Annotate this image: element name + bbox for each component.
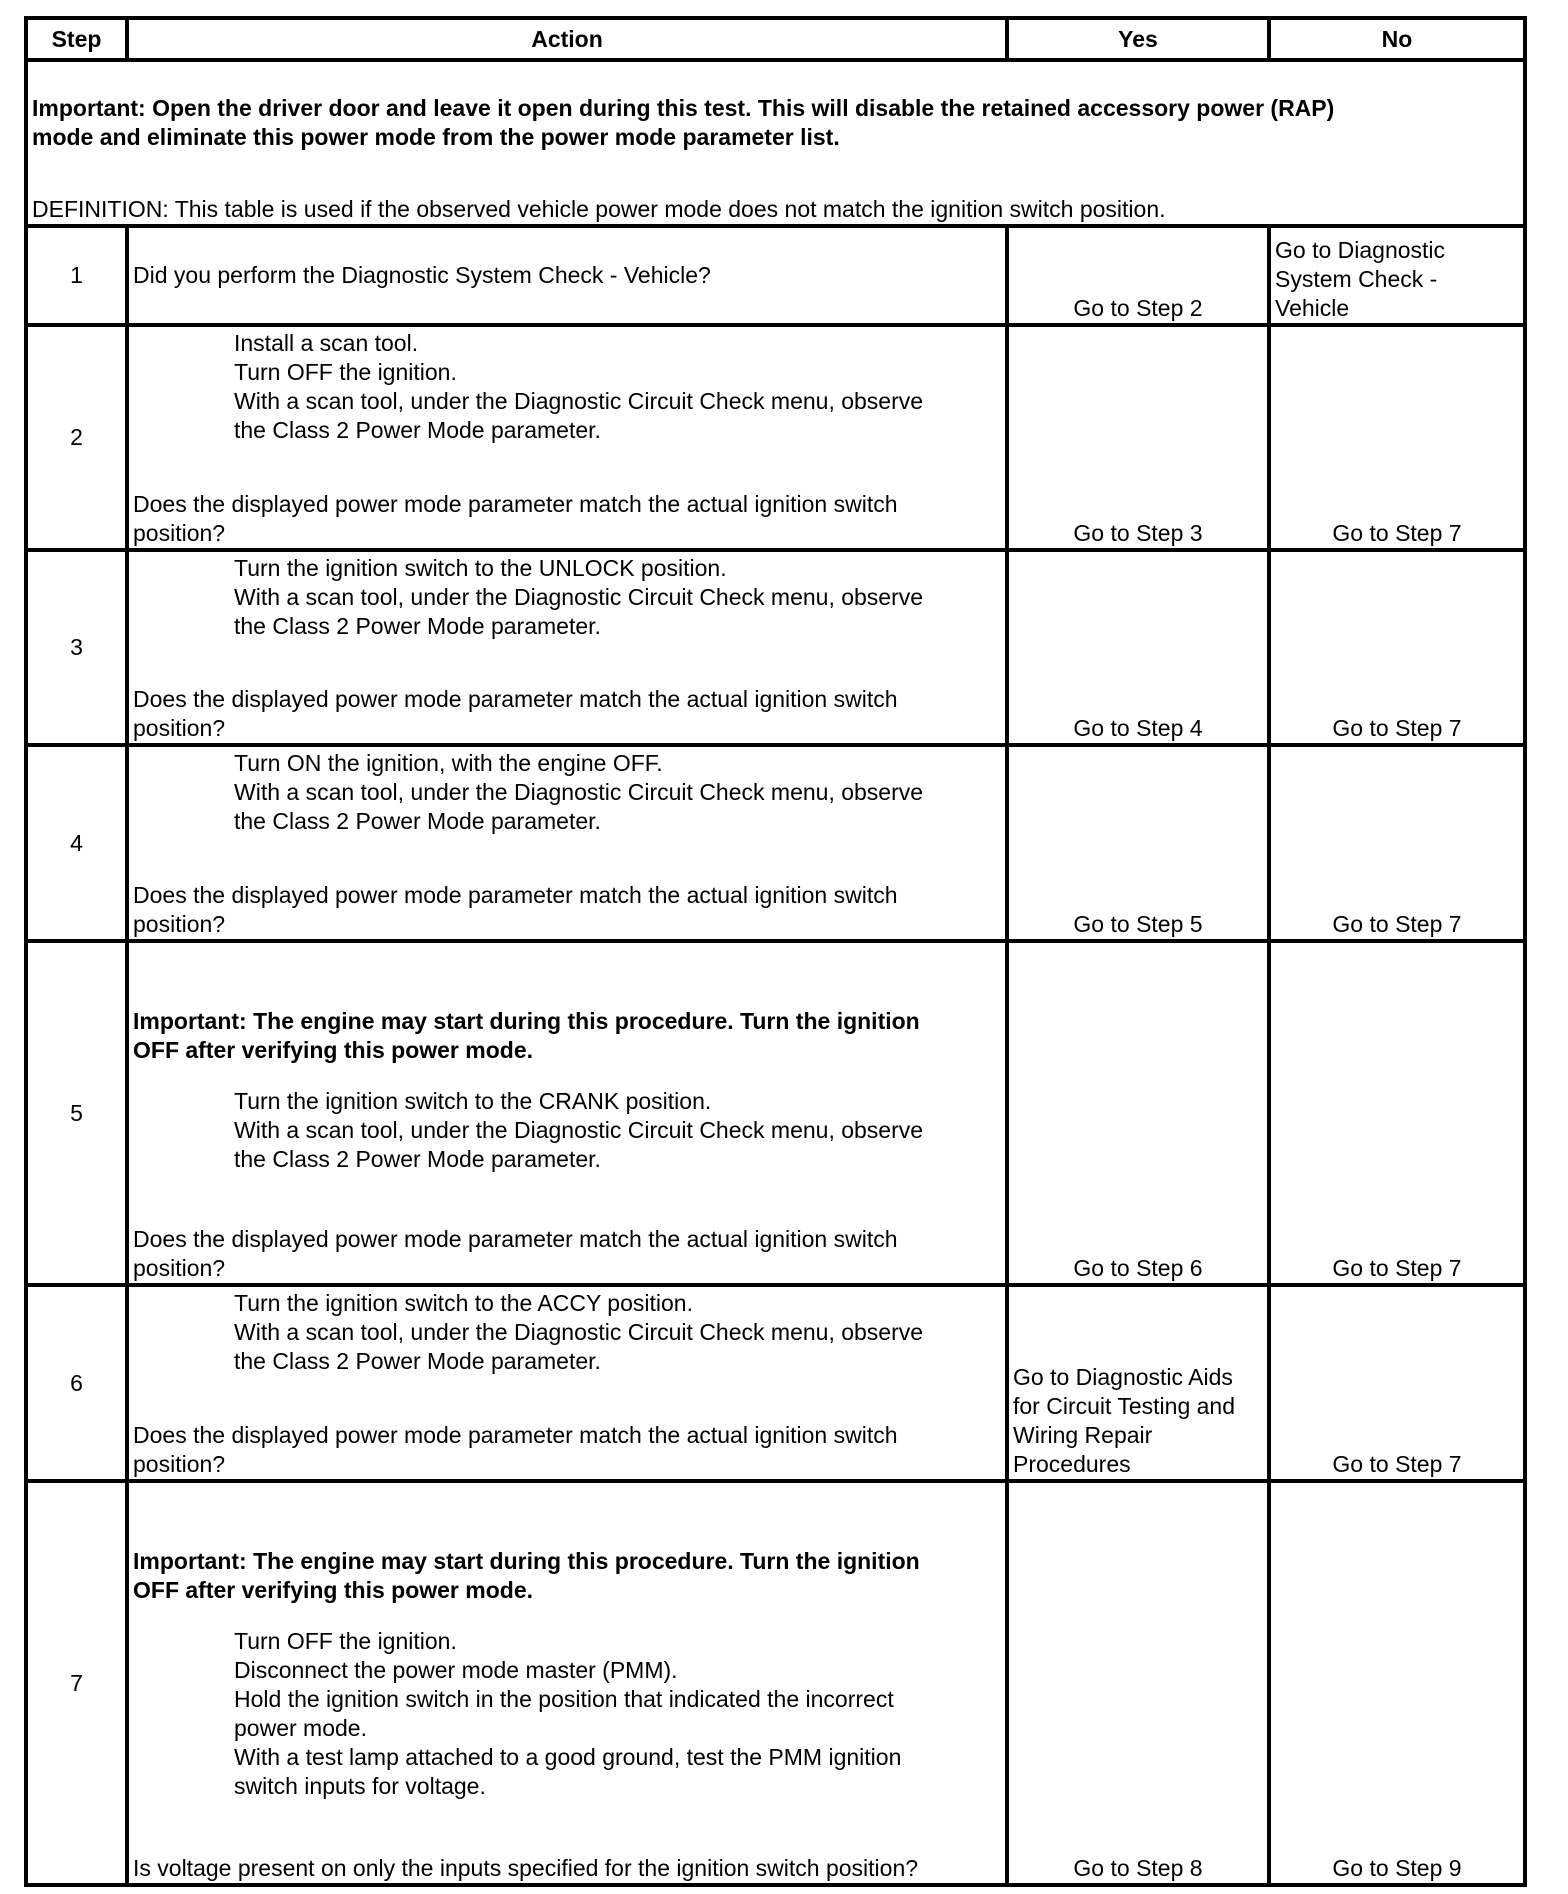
no-cell [1267,1287,1523,1479]
action-question [133,1854,1001,1883]
no-line: Go to Step 7 [1332,1255,1462,1281]
action-question [133,881,1001,939]
step-cell [28,943,125,1283]
step-number: 1 [70,262,83,288]
important-line: Important: The engine may start during this procedure. Turn the ignition [133,1008,920,1034]
step-cell [28,1287,125,1479]
yes-cell [1005,747,1267,939]
intro-row [28,58,1523,224]
no-result [1275,236,1519,323]
yes-line: Go to Step 5 [1073,911,1203,937]
yes-result [1013,1254,1263,1283]
yes-result [1013,519,1263,548]
action-step-line: Turn OFF the ignition. [234,1628,457,1654]
important-line: OFF after verifying this power mode. [133,1577,534,1603]
yes-cell [1005,1287,1267,1479]
action-top [133,1289,1001,1376]
intro-important [32,94,1519,152]
action-step-line: the Class 2 Power Mode parameter. [234,1146,601,1172]
action-steps [133,1627,1001,1801]
header-no: No [1267,20,1523,58]
no-cell [1267,747,1523,939]
step-row-5 [28,939,1523,1283]
step-row-3 [28,548,1523,743]
step-row-1 [28,224,1523,323]
action-question [133,490,1001,548]
step-cell [28,327,125,548]
question-line: position? [133,911,226,937]
action-question [133,1421,1001,1479]
no-result [1275,910,1519,939]
no-line: Go to Diagnostic [1275,237,1446,263]
action-steps [133,554,1001,641]
action-top [133,1547,1001,1801]
step-row-4 [28,743,1523,939]
intro-cell [28,62,1523,224]
no-line: Go to Step 7 [1332,715,1462,741]
yes-cell [1005,943,1267,1283]
no-line: Go to Step 9 [1332,1855,1462,1881]
question-line: position? [133,1255,226,1281]
action-question [133,685,1001,743]
action-cell [125,327,1005,548]
action-top [133,554,1001,641]
question-line: Does the displayed power mode parameter match the actual ignition switch [133,882,898,908]
action-steps [133,1289,1001,1376]
question-line: Does the displayed power mode parameter match the actual ignition switch [133,491,898,517]
yes-line: Go to Step 2 [1073,295,1203,321]
action-top [133,329,1001,445]
step-number: 7 [70,1669,83,1696]
step-number: 4 [70,829,83,856]
yes-result [1013,714,1263,743]
action-cell [125,943,1005,1283]
action-steps [133,329,1001,445]
action-steps [133,749,1001,836]
action-step-line: the Class 2 Power Mode parameter. [234,417,601,443]
question-line: position? [133,1451,226,1477]
no-cell [1267,327,1523,548]
diagnostic-table [24,16,1527,1887]
question-line: Did you perform the Diagnostic System Check - Vehicle? [133,262,711,288]
action-step-line: With a test lamp attached to a good ground, test the PMM ignition [234,1744,902,1770]
no-line: Vehicle [1275,295,1350,321]
no-line: Go to Step 7 [1332,1451,1462,1477]
header-action: Action [125,20,1005,58]
no-result [1275,519,1519,548]
action-top [133,1007,1001,1174]
step-row-7 [28,1479,1523,1883]
intro-definition: DEFINITION: This table is used if the observed vehicle power mode does not match the ignition switch position. [32,196,1166,222]
yes-line: for Circuit Testing and [1013,1393,1236,1419]
question-line: Does the displayed power mode parameter match the actual ignition switch [133,686,898,712]
important-line: Important: The engine may start during this procedure. Turn the ignition [133,1548,920,1574]
action-step-line: Install a scan tool. [234,330,419,356]
action-cell [125,552,1005,743]
action-step-line: the Class 2 Power Mode parameter. [234,613,601,639]
question-line: Does the displayed power mode parameter match the actual ignition switch [133,1422,898,1448]
intro-important-line: mode and eliminate this power mode from the power mode parameter list. [32,124,840,150]
intro-important-line: Important: Open the driver door and leave it open during this test. This will disable the retained accessory power (RAP) [32,95,1335,121]
no-line: Go to Step 7 [1332,520,1462,546]
action-step-line: Turn the ignition switch to the ACCY position. [234,1290,693,1316]
action-step-line: Turn ON the ignition, with the engine OFF. [234,750,663,776]
action-step-line: switch inputs for voltage. [234,1773,486,1799]
step-row-6 [28,1283,1523,1479]
no-line: System Check - [1275,266,1438,292]
action-cell [125,228,1005,323]
action-step-line: the Class 2 Power Mode parameter. [234,1348,601,1374]
no-result [1275,1450,1519,1479]
no-cell [1267,1483,1523,1883]
step-number: 5 [70,1099,83,1126]
header-step: Step [51,26,102,52]
no-result [1275,714,1519,743]
action-step-line: power mode. [234,1715,367,1741]
yes-line: Go to Diagnostic Aids [1013,1364,1233,1390]
question-line: position? [133,715,226,741]
action-cell [125,747,1005,939]
step-cell [28,747,125,939]
yes-result [1013,1854,1263,1883]
yes-line: Go to Step 6 [1073,1255,1203,1281]
action-step-line: Hold the ignition switch in the position that indicated the incorrect [234,1686,894,1712]
action-step-line: With a scan tool, under the Diagnostic Circuit Check menu, observe [234,584,924,610]
yes-cell [1005,327,1267,548]
important-note [133,1547,1001,1605]
question-line: Does the displayed power mode parameter match the actual ignition switch [133,1226,898,1252]
yes-line: Go to Step 4 [1073,715,1203,741]
action-step-line: With a scan tool, under the Diagnostic Circuit Check menu, observe [234,388,924,414]
no-cell [1267,943,1523,1283]
yes-result [1013,294,1263,323]
action-step-line: Turn OFF the ignition. [234,359,457,385]
question-line: position? [133,520,226,546]
action-question [133,228,711,323]
step-number: 2 [70,424,83,450]
yes-line: Wiring Repair [1013,1422,1153,1448]
yes-line: Go to Step 8 [1073,1855,1203,1881]
step-cell [28,228,125,323]
no-cell [1267,228,1523,323]
yes-cell [1005,552,1267,743]
action-step-line: Turn the ignition switch to the UNLOCK position. [234,555,727,581]
yes-cell [1005,1483,1267,1883]
action-top [133,749,1001,836]
action-step-line: the Class 2 Power Mode parameter. [234,808,601,834]
action-step-line: With a scan tool, under the Diagnostic Circuit Check menu, observe [234,1319,924,1345]
step-cell [28,552,125,743]
question-wrap [133,261,711,290]
yes-result [1013,1363,1263,1479]
no-result [1275,1854,1519,1883]
yes-result [1013,910,1263,939]
header-row [28,20,1523,58]
action-step-line: With a scan tool, under the Diagnostic Circuit Check menu, observe [234,1117,924,1143]
action-steps [133,1087,1001,1174]
no-cell [1267,552,1523,743]
action-cell [125,1287,1005,1479]
yes-cell [1005,228,1267,323]
step-number: 6 [70,1369,83,1396]
question-line: Is voltage present on only the inputs specified for the ignition switch position? [133,1855,919,1881]
no-line: Go to Step 7 [1332,911,1462,937]
action-step-line: With a scan tool, under the Diagnostic Circuit Check menu, observe [234,779,924,805]
important-note [133,1007,1001,1065]
yes-line: Go to Step 3 [1073,520,1203,546]
step-number: 3 [70,634,83,660]
yes-line: Procedures [1013,1451,1131,1477]
action-step-line: Disconnect the power mode master (PMM). [234,1657,678,1683]
header-yes: Yes [1005,20,1267,58]
important-line: OFF after verifying this power mode. [133,1037,534,1063]
action-step-line: Turn the ignition switch to the CRANK position. [234,1088,712,1114]
action-cell [125,1483,1005,1883]
action-question [133,1225,1001,1283]
no-result [1275,1254,1519,1283]
step-row-2 [28,323,1523,548]
step-cell [28,1483,125,1883]
